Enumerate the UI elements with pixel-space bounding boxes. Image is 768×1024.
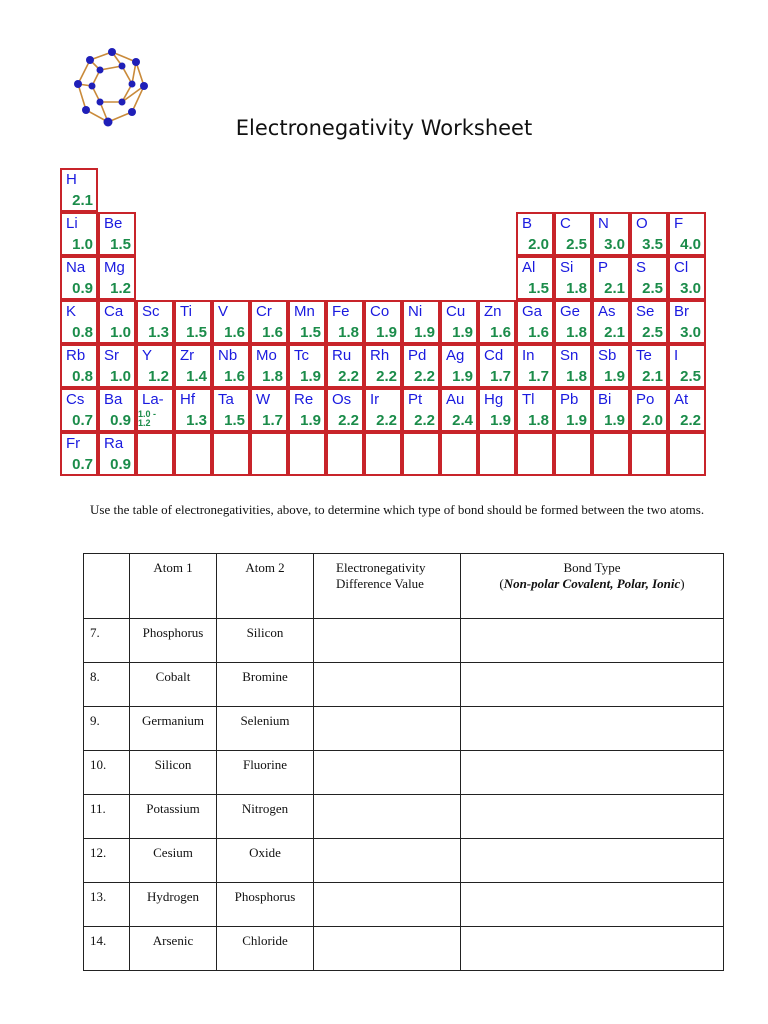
element-cell-au <box>440 388 478 432</box>
element-cell-na <box>60 256 98 300</box>
element-cell-tc <box>288 344 326 388</box>
element-symbol: N <box>598 215 609 232</box>
empty-element-cell <box>288 432 326 476</box>
element-symbol: H <box>66 171 77 188</box>
element-cell-sb <box>592 344 630 388</box>
electronegativity-value: 1.7 <box>528 368 549 385</box>
element-cell-b <box>516 212 554 256</box>
element-symbol: Hf <box>180 391 195 408</box>
atom1-cell: Germanium <box>130 707 217 751</box>
element-symbol: At <box>674 391 689 408</box>
row-number: 10. <box>84 751 130 795</box>
electronegativity-value: 1.5 <box>224 412 245 429</box>
element-cell-al <box>516 256 554 300</box>
electronegativity-value: 1.9 <box>604 412 625 429</box>
element-symbol: Br <box>674 303 689 320</box>
element-symbol: Ca <box>104 303 124 320</box>
electronegativity-value: 2.5 <box>566 236 587 253</box>
atom2-cell: Phosphorus <box>217 883 314 927</box>
element-cell-se <box>630 300 668 344</box>
electronegativity-value: 1.0 - 1.2 <box>138 409 157 428</box>
electronegativity-value: 1.6 <box>262 324 283 341</box>
element-symbol: Fr <box>66 435 81 452</box>
element-symbol: Cl <box>674 259 689 276</box>
element-cell-ra <box>98 432 136 476</box>
element-symbol: Cd <box>484 347 504 364</box>
element-cell-pb <box>554 388 592 432</box>
electronegativity-value: 2.5 <box>642 280 663 297</box>
header-atom2: Atom 2 <box>217 554 314 619</box>
electronegativity-value: 1.0 <box>72 236 93 253</box>
element-cell-v <box>212 300 250 344</box>
element-cell-cr <box>250 300 288 344</box>
element-cell-ta <box>212 388 250 432</box>
element-cell-y <box>136 344 174 388</box>
element-symbol: Li <box>66 215 78 232</box>
element-symbol: Au <box>446 391 465 408</box>
electronegativity-value: 1.9 <box>490 412 511 429</box>
element-symbol: S <box>636 259 647 276</box>
bond-type-answer-cell[interactable] <box>461 663 724 707</box>
electronegativity-value: 2.1 <box>72 192 93 209</box>
page-title: Electronegativity Worksheet <box>235 116 533 140</box>
empty-element-cell <box>592 432 630 476</box>
element-cell-hg <box>478 388 516 432</box>
element-cell-te <box>630 344 668 388</box>
element-symbol: Fe <box>332 303 350 320</box>
bond-type-answer-cell[interactable] <box>461 927 724 971</box>
element-cell-at <box>668 388 706 432</box>
electronegativity-value: 2.5 <box>680 368 701 385</box>
element-symbol: Be <box>104 215 123 232</box>
element-symbol: Tc <box>294 347 309 364</box>
element-cell-f <box>668 212 706 256</box>
element-cell-rb <box>60 344 98 388</box>
header-bond-type <box>461 554 724 619</box>
element-symbol: Pb <box>560 391 579 408</box>
element-cell-p <box>592 256 630 300</box>
element-symbol: Co <box>370 303 390 320</box>
element-symbol: Ra <box>104 435 124 452</box>
element-cell-si <box>554 256 592 300</box>
element-symbol: K <box>66 303 77 320</box>
row-number: 12. <box>84 839 130 883</box>
element-symbol: Bi <box>598 391 612 408</box>
electronegativity-value: 3.0 <box>680 324 701 341</box>
element-symbol: Zn <box>484 303 502 320</box>
electronegativity-value: 1.5 <box>110 236 131 253</box>
atom2-cell: Oxide <box>217 839 314 883</box>
atom2-cell: Fluorine <box>217 751 314 795</box>
atom1-cell: Potassium <box>130 795 217 839</box>
difference-answer-cell[interactable] <box>314 663 461 707</box>
electronegativity-value: 0.9 <box>110 412 131 429</box>
difference-answer-cell[interactable] <box>314 707 461 751</box>
element-cell-c <box>554 212 592 256</box>
electronegativity-value: 2.2 <box>338 368 359 385</box>
instructions: Use the table of electronegativities, above, to determine which type of bond should be formed between the two atoms. <box>90 502 705 517</box>
element-cell-cl <box>668 256 706 300</box>
empty-element-cell <box>668 432 706 476</box>
element-cell-co <box>364 300 402 344</box>
element-symbol: Ag <box>446 347 465 364</box>
element-symbol: Sn <box>560 347 579 364</box>
empty-element-cell <box>478 432 516 476</box>
atom1-cell: Silicon <box>130 751 217 795</box>
table-row <box>84 839 724 883</box>
element-symbol: Te <box>636 347 652 364</box>
element-symbol: F <box>674 215 684 232</box>
electronegativity-value: 2.4 <box>452 412 473 429</box>
atom2-cell: Nitrogen <box>217 795 314 839</box>
electronegativity-value: 4.0 <box>680 236 701 253</box>
element-cell-pd <box>402 344 440 388</box>
electronegativity-value: 1.9 <box>604 368 625 385</box>
electronegativity-value: 1.9 <box>300 412 321 429</box>
bond-type-options: (Non-polar Covalent, Polar, Ionic) <box>499 576 685 591</box>
electronegativity-value: 1.5 <box>186 324 207 341</box>
element-symbol: Re <box>294 391 314 408</box>
element-cell-mg <box>98 256 136 300</box>
electronegativity-value: 2.2 <box>376 412 397 429</box>
electronegativity-value: 1.9 <box>452 324 473 341</box>
empty-element-cell <box>554 432 592 476</box>
electronegativity-value: 1.9 <box>376 324 397 341</box>
electronegativity-value: 1.5 <box>528 280 549 297</box>
element-symbol: Y <box>142 347 153 364</box>
table-row <box>84 927 724 971</box>
bond-type-answer-cell[interactable] <box>461 795 724 839</box>
electronegativity-value: 1.7 <box>262 412 283 429</box>
element-symbol: Ge <box>560 303 581 320</box>
element-symbol: Cr <box>256 303 272 320</box>
element-cell-sn <box>554 344 592 388</box>
element-symbol: Sr <box>104 347 119 364</box>
electronegativity-value: 1.6 <box>224 324 245 341</box>
empty-element-cell <box>212 432 250 476</box>
element-cell-nb <box>212 344 250 388</box>
electronegativity-value: 1.0 <box>110 368 131 385</box>
difference-answer-cell[interactable] <box>314 927 461 971</box>
electronegativity-value: 1.6 <box>490 324 511 341</box>
row-number: 11. <box>84 795 130 839</box>
electronegativity-value: 3.5 <box>642 236 663 253</box>
atom2-cell: Bromine <box>217 663 314 707</box>
element-cell-li <box>60 212 98 256</box>
element-symbol: In <box>522 347 535 364</box>
element-cell-fr <box>60 432 98 476</box>
element-cell-po <box>630 388 668 432</box>
element-cell-ge <box>554 300 592 344</box>
empty-element-cell <box>326 432 364 476</box>
row-number: 9. <box>84 707 130 751</box>
element-cell-ag <box>440 344 478 388</box>
element-cell-mn <box>288 300 326 344</box>
electronegativity-value: 0.9 <box>72 280 93 297</box>
row-number: 14. <box>84 927 130 971</box>
electronegativity-value: 2.0 <box>642 412 663 429</box>
empty-element-cell <box>402 432 440 476</box>
element-cell-zr <box>174 344 212 388</box>
element-symbol: Cu <box>446 303 466 320</box>
row-number: 13. <box>84 883 130 927</box>
electronegativity-value: 0.8 <box>72 324 93 341</box>
table-row <box>84 883 724 927</box>
empty-element-cell <box>440 432 478 476</box>
element-cell-s <box>630 256 668 300</box>
bond-type-answer-cell[interactable] <box>461 839 724 883</box>
element-symbol: Mn <box>294 303 315 320</box>
electronegativity-value: 1.4 <box>186 368 207 385</box>
element-symbol: Rb <box>66 347 86 364</box>
element-cell-in <box>516 344 554 388</box>
atom2-cell: Selenium <box>217 707 314 751</box>
element-cell-h <box>60 168 98 212</box>
element-cell-re <box>288 388 326 432</box>
atom2-cell: Silicon <box>217 619 314 663</box>
element-cell-mo <box>250 344 288 388</box>
electronegativity-value: 2.2 <box>414 412 435 429</box>
table-row <box>84 619 724 663</box>
atom1-cell: Phosphorus <box>130 619 217 663</box>
element-symbol: Zr <box>180 347 195 364</box>
element-cell-ru <box>326 344 364 388</box>
header-row <box>84 554 724 619</box>
element-symbol: Ba <box>104 391 123 408</box>
element-symbol: Cs <box>66 391 85 408</box>
element-cell-cd <box>478 344 516 388</box>
row-number: 8. <box>84 663 130 707</box>
table-row <box>84 663 724 707</box>
electronegativity-value: 1.9 <box>566 412 587 429</box>
atom2-cell: Chloride <box>217 927 314 971</box>
element-cell-ba <box>98 388 136 432</box>
empty-element-cell <box>630 432 668 476</box>
element-cell-i <box>668 344 706 388</box>
electronegativity-value: 2.1 <box>604 280 625 297</box>
table-row <box>84 751 724 795</box>
table-row <box>84 795 724 839</box>
electronegativity-value: 1.9 <box>300 368 321 385</box>
element-cell-w <box>250 388 288 432</box>
element-symbol: Nb <box>218 347 238 364</box>
electronegativity-value: 0.7 <box>72 456 93 473</box>
bond-type-label: Bond Type <box>563 560 621 575</box>
element-symbol: Po <box>636 391 655 408</box>
element-symbol: Pt <box>408 391 423 408</box>
element-symbol: Na <box>66 259 86 276</box>
element-cell-hf <box>174 388 212 432</box>
element-symbol: Ta <box>218 391 234 408</box>
header-difference: Electronegativity Difference Value <box>314 554 461 619</box>
element-cell-ga <box>516 300 554 344</box>
header-number <box>84 554 130 619</box>
electronegativity-value: 2.1 <box>642 368 663 385</box>
header-atom1: Atom 1 <box>130 554 217 619</box>
element-symbol: Sb <box>598 347 617 364</box>
electronegativity-value: 1.0 <box>110 324 131 341</box>
element-cell-n <box>592 212 630 256</box>
element-symbol: C <box>560 215 571 232</box>
electronegativity-value: 1.2 <box>110 280 131 297</box>
element-cell-ni <box>402 300 440 344</box>
difference-answer-cell[interactable] <box>314 839 461 883</box>
element-symbol: Si <box>560 259 574 276</box>
electronegativity-value: 1.8 <box>566 324 587 341</box>
element-symbol: Ni <box>408 303 423 320</box>
element-symbol: Mg <box>104 259 125 276</box>
element-symbol: Ir <box>370 391 380 408</box>
element-symbol: Mo <box>256 347 277 364</box>
electronegativity-value: 1.3 <box>186 412 207 429</box>
element-symbol: Al <box>522 259 536 276</box>
electronegativity-value: 1.6 <box>528 324 549 341</box>
electronegativity-value: 1.3 <box>148 324 169 341</box>
table-row <box>84 707 724 751</box>
difference-answer-cell[interactable] <box>314 795 461 839</box>
row-number: 7. <box>84 619 130 663</box>
electronegativity-value: 0.8 <box>72 368 93 385</box>
empty-element-cell <box>364 432 402 476</box>
atom1-cell: Hydrogen <box>130 883 217 927</box>
element-cell-k <box>60 300 98 344</box>
electronegativity-value: 3.0 <box>604 236 625 253</box>
atom1-cell: Arsenic <box>130 927 217 971</box>
electronegativity-value: 1.6 <box>224 368 245 385</box>
element-symbol: I <box>674 347 679 364</box>
element-symbol: Ru <box>332 347 352 364</box>
electronegativity-value: 1.8 <box>262 368 283 385</box>
difference-answer-cell[interactable] <box>314 619 461 663</box>
electronegativity-value: 2.5 <box>642 324 663 341</box>
element-cell-zn <box>478 300 516 344</box>
element-cell-ca <box>98 300 136 344</box>
element-cell-o <box>630 212 668 256</box>
element-cell-os <box>326 388 364 432</box>
element-symbol: Rh <box>370 347 390 364</box>
atom1-cell: Cesium <box>130 839 217 883</box>
electronegativity-value: 1.5 <box>300 324 321 341</box>
element-cell-rh <box>364 344 402 388</box>
element-symbol: Hg <box>484 391 504 408</box>
electronegativity-value: 3.0 <box>680 280 701 297</box>
element-symbol: Pd <box>408 347 427 364</box>
bond-type-answer-cell[interactable] <box>461 619 724 663</box>
electronegativity-value: 1.8 <box>566 280 587 297</box>
electronegativity-value: 2.0 <box>528 236 549 253</box>
element-symbol: Se <box>636 303 655 320</box>
electronegativity-value: 2.2 <box>680 412 701 429</box>
element-symbol: V <box>218 303 229 320</box>
element-cell-ir <box>364 388 402 432</box>
electronegativity-table <box>60 168 710 480</box>
electronegativity-value: 0.9 <box>110 456 131 473</box>
electronegativity-value: 2.1 <box>604 324 625 341</box>
element-symbol: As <box>598 303 616 320</box>
electronegativity-value: 2.2 <box>338 412 359 429</box>
bond-type-answer-cell[interactable] <box>461 707 724 751</box>
element-symbol: Tl <box>522 391 535 408</box>
element-cell-ti <box>174 300 212 344</box>
element-cell-br <box>668 300 706 344</box>
empty-element-cell <box>250 432 288 476</box>
electronegativity-value: 2.2 <box>414 368 435 385</box>
element-symbol: Os <box>332 391 352 408</box>
electronegativity-value: 1.9 <box>452 368 473 385</box>
element-symbol: P <box>598 259 609 276</box>
empty-element-cell <box>174 432 212 476</box>
atom1-cell: Cobalt <box>130 663 217 707</box>
electronegativity-value: 1.8 <box>528 412 549 429</box>
element-symbol: Ti <box>180 303 192 320</box>
element-symbol: Ga <box>522 303 543 320</box>
element-cell-tl <box>516 388 554 432</box>
element-symbol: La- <box>142 391 164 408</box>
element-cell-cs <box>60 388 98 432</box>
element-cell-sr <box>98 344 136 388</box>
electronegativity-value: 0.7 <box>72 412 93 429</box>
difference-answer-cell[interactable] <box>314 883 461 927</box>
difference-answer-cell[interactable] <box>314 751 461 795</box>
empty-element-cell <box>516 432 554 476</box>
element-cell-pt <box>402 388 440 432</box>
electronegativity-value: 1.2 <box>148 368 169 385</box>
element-symbol: B <box>522 215 533 232</box>
element-cell-cu <box>440 300 478 344</box>
element-symbol: O <box>636 215 648 232</box>
element-cell-sc <box>136 300 174 344</box>
element-cell-as <box>592 300 630 344</box>
electronegativity-value: 1.7 <box>490 368 511 385</box>
bond-type-answer-cell[interactable] <box>461 751 724 795</box>
electronegativity-value: 1.9 <box>414 324 435 341</box>
bond-type-answer-cell[interactable] <box>461 883 724 927</box>
element-cell-be <box>98 212 136 256</box>
electronegativity-value: 2.2 <box>376 368 397 385</box>
element-cell-la <box>136 388 174 432</box>
bond-type-table <box>83 553 724 971</box>
element-symbol: Sc <box>142 303 160 320</box>
element-cell-fe <box>326 300 364 344</box>
electronegativity-value: 1.8 <box>338 324 359 341</box>
element-symbol: W <box>256 391 271 408</box>
element-cell-bi <box>592 388 630 432</box>
electronegativity-value: 1.8 <box>566 368 587 385</box>
empty-element-cell <box>136 432 174 476</box>
